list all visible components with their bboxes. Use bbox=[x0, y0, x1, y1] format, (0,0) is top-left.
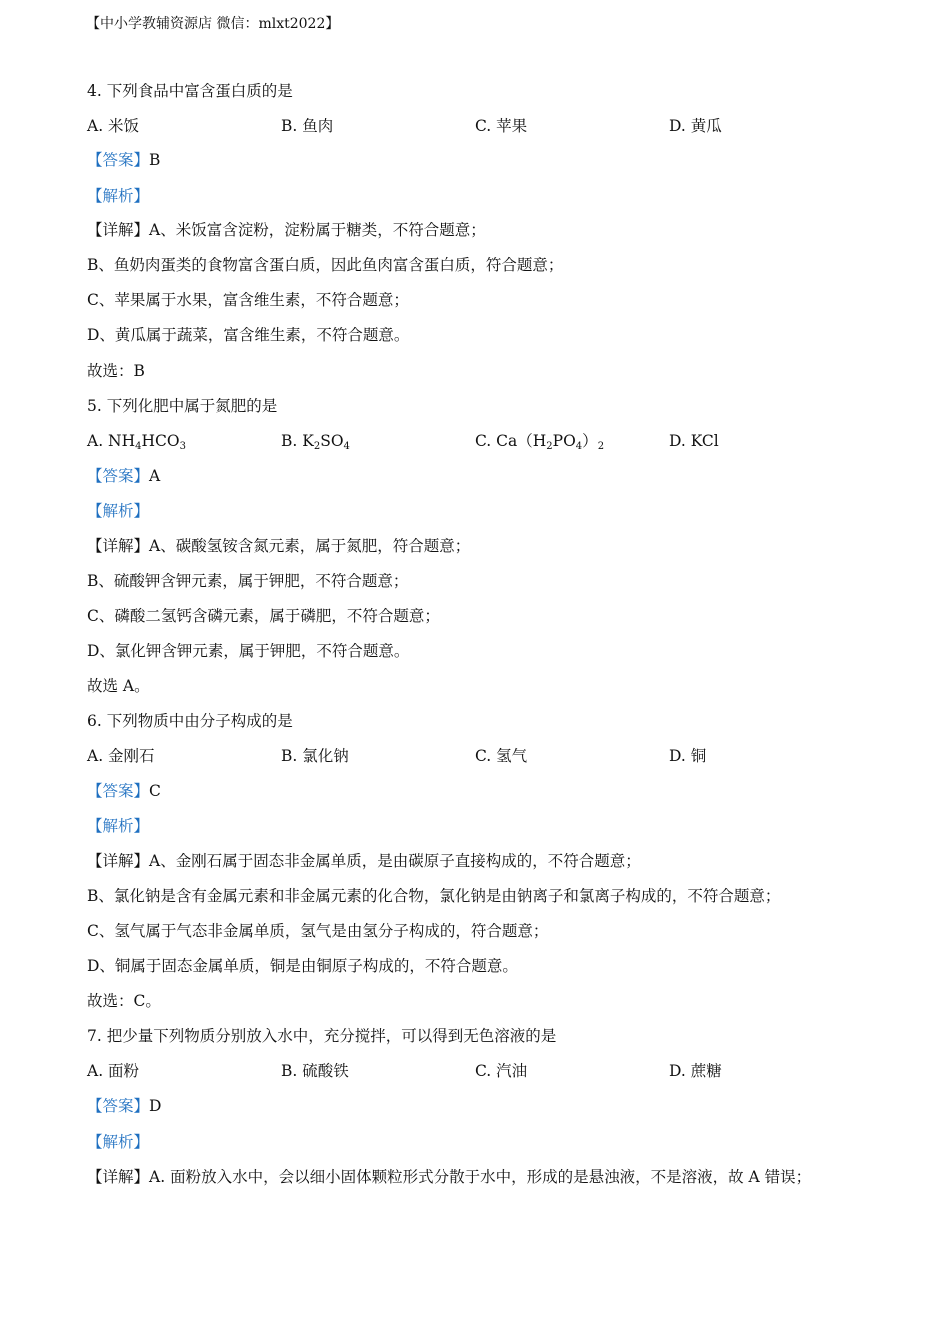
q5-a-sub2: 3 bbox=[179, 441, 186, 452]
q5-detail-4: D、氯化钾含钾元素，属于钾肥，不符合题意。 bbox=[87, 642, 410, 660]
q6-detail-1 bbox=[87, 851, 641, 871]
q5-detail-3: C、磷酸二氢钙含磷元素，属于磷肥，不符合题意； bbox=[87, 607, 440, 625]
q4-detail-1 bbox=[87, 220, 486, 240]
q5-detail-1 bbox=[87, 536, 470, 556]
q4-analysis-tag: 【解析】 bbox=[87, 187, 150, 205]
q4-option-d: D. 黄瓜 bbox=[669, 117, 722, 135]
q6-conclusion: 故选：C。 bbox=[87, 992, 161, 1010]
q6-detail-3: C、氢气属于气态非金属单质，氢气是由氢分子构成的，符合题意； bbox=[87, 922, 549, 940]
q6-analysis-tag: 【解析】 bbox=[87, 817, 150, 835]
q4-detail-1-text: A、米饭富含淀粉，淀粉属于糖类，不符合题意； bbox=[149, 221, 486, 239]
question-5-stem: 5. 下列化肥中属于氮肥的是 bbox=[87, 397, 278, 415]
q5-answer bbox=[87, 466, 160, 486]
q5-c-part2: PO bbox=[552, 432, 576, 450]
q5-b-sub2: 4 bbox=[343, 441, 350, 452]
page-header: 【中小学教辅资源店 微信：mlxt2022】 bbox=[86, 16, 340, 32]
q7-detail-1-text: A. 面粉放入水中，会以细小固体颗粒形式分散于水中，形成的是悬浊液，不是溶液，故 A 错误； bbox=[149, 1168, 812, 1186]
q5-c-sub1: 2 bbox=[546, 441, 553, 452]
q6-answer bbox=[87, 781, 161, 801]
q5-detail-2: B、硫酸钾含钾元素，属于钾肥，不符合题意； bbox=[87, 572, 409, 590]
q5-c-part1: C. Ca（H bbox=[475, 432, 547, 450]
q5-option-c bbox=[475, 431, 604, 457]
q5-c-sub3: 2 bbox=[597, 441, 605, 452]
q4-answer bbox=[87, 150, 160, 170]
q5-option-b bbox=[281, 431, 350, 457]
answer-tag: 【答案】 bbox=[87, 782, 150, 800]
question-6-stem: 6. 下列物质中由分子构成的是 bbox=[87, 712, 293, 730]
q7-answer bbox=[87, 1096, 161, 1116]
answer-tag: 【答案】 bbox=[87, 1097, 150, 1115]
q5-a-part2: HCO bbox=[141, 432, 180, 450]
q5-analysis-tag: 【解析】 bbox=[87, 502, 150, 520]
q5-b-sub1: 2 bbox=[313, 441, 321, 452]
q6-option-c: C. 氢气 bbox=[475, 747, 528, 765]
detail-tag: 【详解】 bbox=[87, 852, 150, 870]
q5-b-part2: SO bbox=[320, 432, 344, 450]
q5-option-d: D. KCl bbox=[669, 432, 719, 450]
q7-detail-1 bbox=[87, 1167, 811, 1187]
q4-answer-value: B bbox=[149, 151, 161, 169]
q5-option-a bbox=[87, 431, 186, 457]
q5-a-sub1: 4 bbox=[135, 441, 142, 452]
q4-detail-2: B、鱼奶肉蛋类的食物富含蛋白质，因此鱼肉富含蛋白质，符合题意； bbox=[87, 256, 564, 274]
q6-option-b: B. 氯化钠 bbox=[281, 747, 349, 765]
question-7-stem: 7. 把少量下列物质分别放入水中，充分搅拌，可以得到无色溶液的是 bbox=[87, 1027, 557, 1045]
detail-tag: 【详解】 bbox=[87, 221, 150, 239]
q5-b-part1: B. K bbox=[281, 432, 314, 450]
detail-tag: 【详解】 bbox=[87, 537, 150, 555]
q6-detail-2: B、氯化钠是含有金属元素和非金属元素的化合物，氯化钠是由钠离子和氯离子构成的，不符合题意； bbox=[87, 887, 781, 905]
answer-tag: 【答案】 bbox=[87, 151, 150, 169]
q6-option-d: D. 铜 bbox=[669, 747, 707, 765]
q5-a-part1: A. NH bbox=[87, 432, 136, 450]
answer-tag: 【答案】 bbox=[87, 467, 150, 485]
q7-answer-value: D bbox=[149, 1097, 162, 1115]
question-4-stem: 4. 下列食品中富含蛋白质的是 bbox=[87, 82, 293, 100]
q4-option-b: B. 鱼肉 bbox=[281, 117, 334, 135]
q5-answer-value: A bbox=[149, 467, 161, 485]
q5-conclusion: 故选 A。 bbox=[87, 677, 150, 695]
q7-option-b: B. 硫酸铁 bbox=[281, 1062, 349, 1080]
q6-detail-4: D、铜属于固态金属单质，铜是由铜原子构成的，不符合题意。 bbox=[87, 957, 518, 975]
q7-option-d: D. 蔗糖 bbox=[669, 1062, 722, 1080]
q6-detail-1-text: A、金刚石属于固态非金属单质，是由碳原子直接构成的，不符合题意； bbox=[149, 852, 641, 870]
q7-analysis-tag: 【解析】 bbox=[87, 1133, 150, 1151]
q4-detail-4: D、黄瓜属于蔬菜，富含维生素，不符合题意。 bbox=[87, 326, 410, 344]
q7-option-c: C. 汽油 bbox=[475, 1062, 528, 1080]
q5-c-sub2: 4 bbox=[575, 441, 583, 452]
q4-option-a: A. 米饭 bbox=[87, 117, 140, 135]
q7-option-a: A. 面粉 bbox=[87, 1062, 140, 1080]
q4-conclusion: 故选：B bbox=[87, 362, 145, 380]
q4-option-c: C. 苹果 bbox=[475, 117, 528, 135]
q6-option-a: A. 金刚石 bbox=[87, 747, 155, 765]
q4-detail-3: C、苹果属于水果，富含维生素，不符合题意； bbox=[87, 291, 409, 309]
q6-answer-value: C bbox=[149, 782, 161, 800]
q5-detail-1-text: A、碳酸氢铵含氮元素，属于氮肥，符合题意； bbox=[149, 537, 471, 555]
q5-c-part3: ） bbox=[582, 432, 598, 450]
detail-tag: 【详解】 bbox=[87, 1168, 150, 1186]
